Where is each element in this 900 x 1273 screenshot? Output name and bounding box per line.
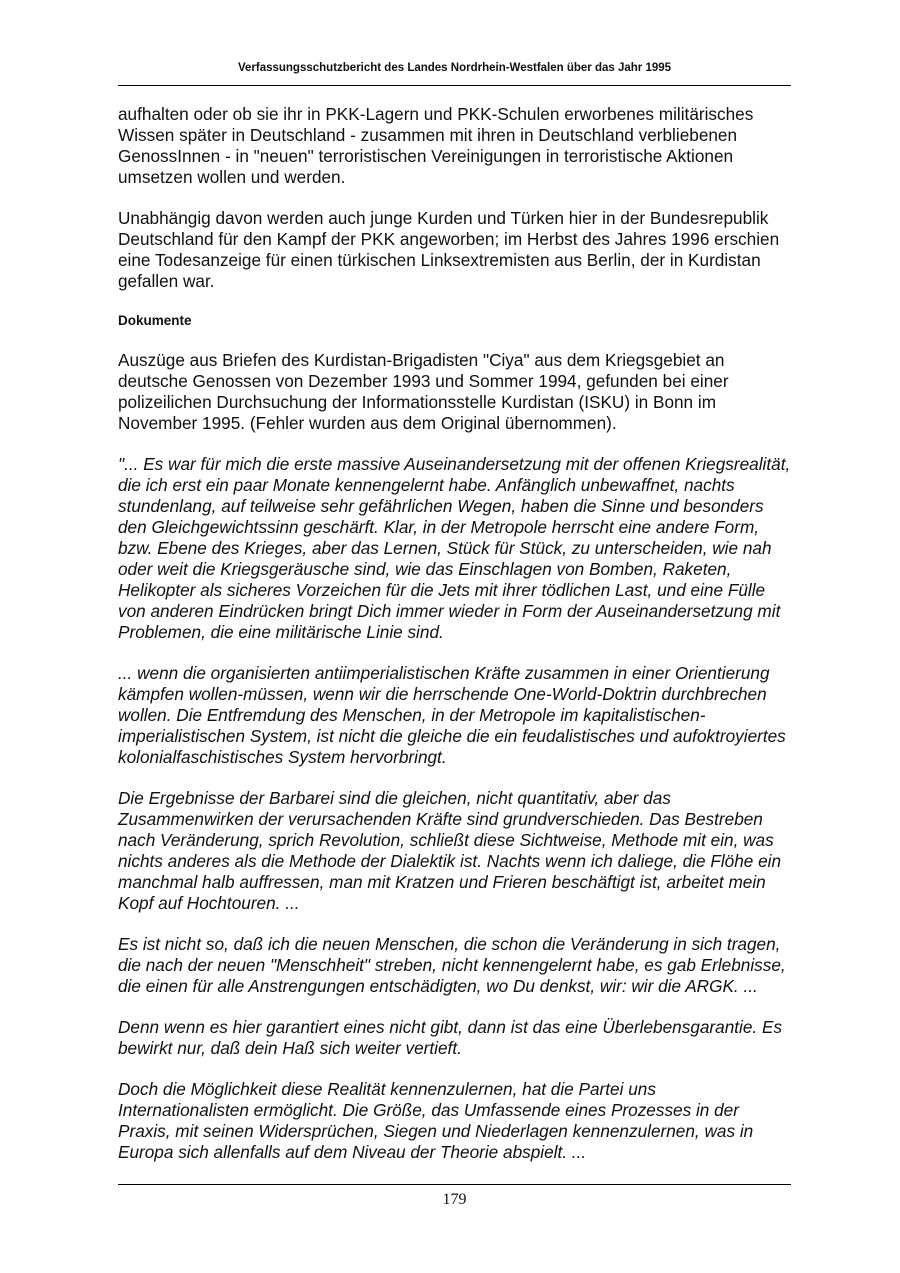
footer-rule <box>118 1184 791 1185</box>
quote-paragraph-4: Es ist nicht so, daß ich die neuen Menschen, die schon die Veränderung in sich tragen, die nach der neuen "Menschheit" streben, nicht kennengelernt habe, es gab Erlebnisse, die einen für alle Anstrengungen entschädigten, wo Du denkst, wir: wir die ARGK. ... <box>118 934 786 996</box>
paragraph-3: Auszüge aus Briefen des Kurdistan-Brigadisten "Ciya" aus dem Kriegsgebiet an deutsche Genossen von Dezember 1993 und Sommer 1994, gefunden bei einer polizeilichen Durchsuchung der Informationsstelle Kurdistan (ISKU) in Bonn im November 1995. (Fehler wurden aus dem Original übernommen). <box>118 350 729 433</box>
page-number: 179 <box>442 1191 467 1208</box>
quote-paragraph-3: Die Ergebnisse der Barbarei sind die gleichen, nicht quantitativ, aber das Zusammenwirken der verursachenden Kräfte sind grundverschieden. Das Bestreben nach Veränderung, sprich Revolution, schließt diese Sichtweise, Methode mit ein, was nichts anderes als die Methode der Dialektik ist. Nachts wenn ich daliege, die Flöhe ein manchmal halb auffressen, man mit Kratzen und Frieren beschäftigt ist, arbeitet mein Kopf auf Hochtouren. ... <box>118 788 782 913</box>
paragraph-1: aufhalten oder ob sie ihr in PKK-Lagern und PKK-Schulen erworbenes militärisches Wissen später in Deutschland - zusammen mit ihren in Deutschland verbliebenen GenossInnen - in "neuen" terroristischen Vereinigungen in terroristische Aktionen umsetzen wollen und werden. <box>118 104 754 187</box>
quote-paragraph-5: Denn wenn es hier garantiert eines nicht gibt, dann ist das eine Überlebensgarantie. Es bewirkt nur, daß dein Haß sich weiter vertieft. <box>118 1017 783 1058</box>
running-header: Verfassungsschutzbericht des Landes Nordrhein-Westfalen über das Jahr 1995 <box>237 62 672 74</box>
header-rule <box>118 85 791 86</box>
section-heading: Dokumente <box>118 313 192 328</box>
quote-paragraph-1: "... Es war für mich die erste massive Auseinandersetzung mit der offenen Kriegsrealität, die ich erst ein paar Monate kennengelernt habe. Anfänglich unbewaffnet, nachts stundenlang, auf teilweise sehr gefährlichen Wegen, haben die Sinne und besonders den Gleichgewichtssinn geschärft. Klar, in der Metropole herrscht eine andere Form, bzw. Ebene des Krieges, aber das Lernen, Stück für Stück, zu unterscheiden, wie nah oder weit die Kriegsgeräusche sind, wie das Einschlagen von Bomben, Raketen, Helikopter als sicheres Vorzeichen für die Jets mit ihrer tödlichen Last, und eine Fülle von anderen Eindrücken bringt Dich immer wieder in Form der Auseinandersetzung mit Problemen, die eine militärische Linie sind. <box>118 454 791 642</box>
paragraph-2: Unabhängig davon werden auch junge Kurden und Türken hier in der Bundesrepublik Deutschland für den Kampf der PKK angeworben; im Herbst des Jahres 1996 erschien eine Todesanzeige für einen türkischen Linksextremisten aus Berlin, der in Kurdistan gefallen war. <box>118 208 780 291</box>
quote-paragraph-2: ... wenn die organisierten antiimperialistischen Kräfte zusammen in einer Orientierung kämpfen wollen-müssen, wenn wir die herrschende One-World-Doktrin durchbrechen wollen. Die Entfremdung des Menschen, in der Metropole im kapitalistischen- imperialistischen System, ist nicht die gleiche die ein feudalistisches und aufoktroyiertes kolonialfaschistisches System hervorbringt. <box>118 663 786 767</box>
body-text <box>118 104 791 1183</box>
quote-paragraph-6: Doch die Möglichkeit diese Realität kennenzulernen, hat die Partei uns Internationalisten ermöglicht. Die Größe, das Umfassende eines Prozesses in der Praxis, mit seinen Widersprüchen, Siegen und Niederlagen kennenzulernen, was in Europa sich allenfalls auf dem Niveau der Theorie abspielt. ... <box>118 1079 754 1162</box>
